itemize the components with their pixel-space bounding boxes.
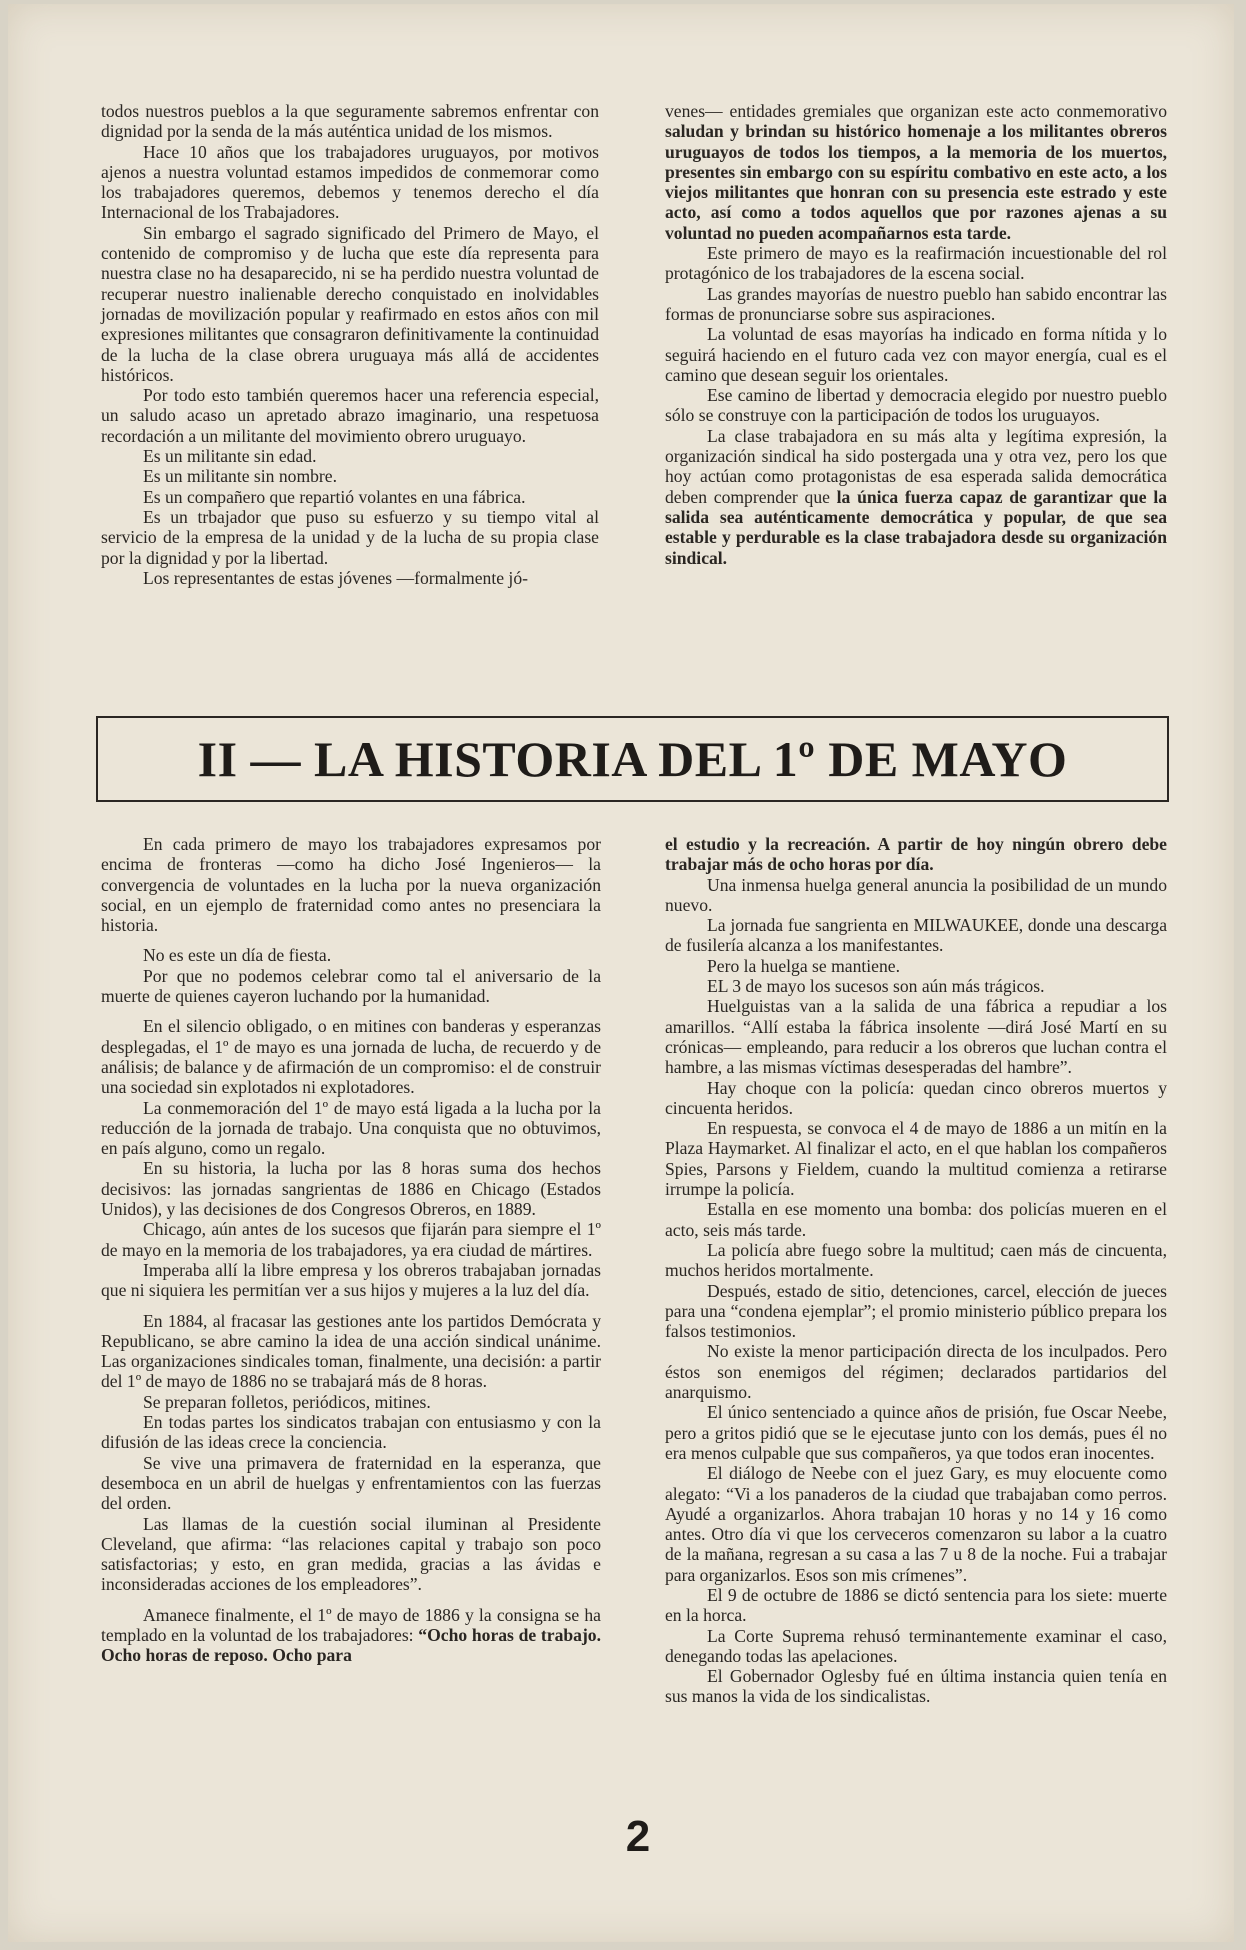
paragraph: Los representantes de estas jóvenes —formalmente jó-: [143, 567, 528, 588]
paragraph: [101, 1605, 601, 1666]
paragraph: La jornada fue sangrienta en MILWAUKEE, donde una descarga de fusilería alcanza a los manifestantes.: [665, 915, 1167, 956]
paragraph: Por todo esto también queremos hacer una referencia especial, un saludo acaso un apretado abrazo imaginario, una respetuosa recordación a un militante del movimiento obrero uruguayo.: [101, 385, 599, 446]
paragraph-text: Amanece finalmente, el 1º de mayo de 1886 y la consigna se ha templado en la voluntad de los trabajadores:: [101, 1604, 601, 1645]
paragraph: [665, 101, 1167, 243]
paragraph: Después, estado de sitio, detenciones, carcel, elección de jueces para una “condena ejemplar”; el promio ministerio público prepara los falsos testimonios.: [665, 1280, 1167, 1342]
paragraph: Hace 10 años que los trabajadores uruguayos, por motivos ajenos a nuestra voluntad estamos impedidos de conmemorar como los trabajadores queremos, debemos y tenemos derecho el día Internacional de los Trabajadores.: [101, 141, 599, 223]
document-page: [8, 4, 1234, 1942]
paragraph: En el silencio obligado, o en mitines con banderas y esperanzas desplegadas, el 1º de mayo es una jornada de lucha, de recuerdo y de análisis; de balance y de afirmación de un compromiso: el de construir una sociedad sin explotados ni explotadores.: [101, 1016, 601, 1098]
paragraph: EL 3 de mayo los sucesos son aún más trágicos.: [707, 976, 1045, 997]
paragraph: Es un militante sin nombre.: [143, 466, 337, 487]
paragraph: La voluntad de esas mayorías ha indicado en forma nítida y lo seguirá haciendo en el futuro cada vez con mayor energía, cual es el camino que desean seguir los orientales.: [665, 324, 1167, 385]
paragraph: En su historia, la lucha por las 8 horas suma dos hechos decisivos: las jornadas sangrientas de 1886 en Chicago (Estados Unidos), y las decisiones de dos Congresos Obreros, en 1889.: [101, 1158, 601, 1220]
paragraph-bold-text: “Ocho horas de trabajo. Ocho horas de reposo. Ocho para: [101, 1624, 602, 1666]
paragraph-text: La clase trabajadora en su más alta y legítima expresión, la organización sindical ha sido postergada una y otra vez, pero los que hoy actúan como protagonistas de esa esperada salida democrática deben comprender que: [665, 425, 1167, 507]
paragraph: Imperaba allí la libre empresa y los obreros trabajaban jornadas que ni siquiera les permitían ver a sus hijos y mujeres a la luz del día.: [101, 1259, 601, 1301]
paragraph: Este primero de mayo es la reafirmación incuestionable del rol protagónico de los trabajadores de la escena social.: [665, 243, 1167, 284]
paragraph: [665, 426, 1167, 568]
paragraph: Pero la huelga se mantiene.: [707, 955, 900, 976]
paragraph: En 1884, al fracasar las gestiones ante los partidos Demócrata y Republicano, se abre camino la idea de una acción sindical unánime. Las organizaciones sindicales toman, finalmente, una decisión: a partir del 1º de mayo de 1886 no se trabajará más de 8 horas.: [101, 1310, 601, 1392]
paragraph-bold-text: la única fuerza capaz de garantizar que la salida sea auténticamente democrática y popular, de que sea estable y perdurable es la clase trabajadora desde su organización sindical.: [665, 486, 1167, 568]
paragraph-text: venes— entidades gremiales que organizan este acto conmemorativo: [665, 101, 1167, 121]
paragraph: Es un compañero que repartió volantes en una fábrica.: [143, 486, 526, 507]
paragraph: Chicago, aún antes de los sucesos que fijarán para siempre el 1º de mayo en la memoria de los trabajadores, ya era ciudad de mártires.: [101, 1219, 601, 1260]
paragraph: Hay choque con la policía: quedan cinco obreros muertos y cincuenta heridos.: [665, 1077, 1167, 1118]
paragraph: El único sentenciado a quince años de prisión, fue Oscar Neebe, pero a gritos pidió que se le ejecutase junto con los demás, pues él no era menos culpable que sus compañeros, ya que todos eran inocentes.: [665, 1402, 1167, 1463]
paragraph: el estudio y la recreación. A partir de hoy ningún obrero debe trabajar más de ocho horas por día.: [665, 834, 1167, 875]
paragraph: Estalla en ese momento una bomba: dos policías mueren en el acto, seis más tarde.: [665, 1199, 1167, 1240]
paragraph: Las grandes mayorías de nuestro pueblo han sabido encontrar las formas de pronunciarse sobre sus aspiraciones.: [665, 283, 1167, 324]
bottom-left-column: [101, 834, 601, 1666]
section-heading: II — LA HISTORIA DEL 1º DE MAYO: [197, 731, 1068, 787]
paragraph: El diálogo de Neebe con el juez Gary, es muy elocuente como alegato: “Vi a los panaderos de la ciudad que trabajaban como perros. Ayudé a organizarlos. Ahora trabajan 10 horas y no 14 y 16 como antes. Otro día vi que los cerveceros comenzaron su labor a la cuatro de la mañana, regresan a su casa a las 7 u 8 de la noche. Fui a trabajar para organizarlos. Esos son mis crímenes”.: [665, 1463, 1167, 1585]
top-right-column: [665, 101, 1167, 568]
paragraph-bold-text: saludan y brindan su histórico homenaje a los militantes obreros uruguayos de todos los tiempos, a la memoria de los muertos, presentes sin embargo con su espíritu combativo en este acto, a los viejos militantes que honran con su presencia este estrado y este acto, así como a todos aquellos que por razones ajenas a su voluntad no pueden acompañarnos esta tarde.: [665, 121, 1167, 243]
paragraph: En respuesta, se convoca el 4 de mayo de 1886 a un mitín en la Plaza Haymarket. Al finalizar el acto, en el que hablan los compañeros Spies, Parsons y Fieldem, cuando la multitud comienza a retirarse irrumpe la policía.: [665, 1118, 1167, 1200]
section-heading-box: [96, 716, 1169, 802]
paragraph: No existe la menor participación directa de los inculpados. Pero éstos son enemigos del régimen; declarados partidarios del anarquismo.: [665, 1341, 1167, 1403]
paragraph: Es un trbajador que puso su esfuerzo y su tiempo vital al servicio de la empresa de la unidad y de la lucha de su propia clase por la dignidad y por la libertad.: [101, 506, 599, 568]
paragraph: El Gobernador Oglesby fué en última instancia quien tenía en sus manos la vida de los sindicalistas.: [665, 1666, 1167, 1707]
paragraph: Una inmensa huelga general anuncia la posibilidad de un mundo nuevo.: [665, 874, 1167, 915]
paragraph: No es este un día de fiesta.: [143, 945, 332, 966]
paragraph: La policía abre fuego sobre la multitud; caen más de cincuenta, muchos heridos mortalmente.: [665, 1239, 1167, 1281]
paragraph: Se vive una primavera de fraternidad en la esperanza, que desemboca en un abril de huelgas y enfrentamientos con las fuerzas del orden.: [101, 1452, 601, 1514]
paragraph: Las llamas de la cuestión social iluminan al Presidente Cleveland, que afirma: “las relaciones capital y trabajo son poco satisfactorias; y esto, en gran medida, gracias a las ávidas e inconsideradas acciones de los empleadores”.: [101, 1513, 601, 1595]
paragraph: En todas partes los sindicatos trabajan con entusiasmo y con la difusión de las ideas crece la conciencia.: [101, 1412, 601, 1453]
paragraph: La conmemoración del 1º de mayo está ligada a la lucha por la reducción de la jornada de trabajo. Una conquista que no obtuvimos, en país alguno, como un regalo.: [101, 1097, 601, 1159]
bottom-right-column: [665, 834, 1167, 1707]
paragraph: Huelguistas van a la salida de una fábrica a repudiar a los amarillos. “Allí estaba la fábrica insolente —dirá José Martí en su crónicas— empleando, para reducir a los obreros que luchan contra el hambre, a las mismas víctimas desesperadas del hambre”.: [665, 996, 1167, 1078]
paragraph: El 9 de octubre de 1886 se dictó sentencia para los siete: muerte en la horca.: [665, 1584, 1167, 1626]
paragraph: Es un militante sin edad.: [143, 446, 317, 467]
paragraph: Por que no podemos celebrar como tal el aniversario de la muerte de quienes cayeron luchando por la humanidad.: [101, 965, 601, 1007]
paragraph: Ese camino de libertad y democracia elegido por nuestro pueblo sólo se construye con la participación de todos los uruguayos.: [665, 385, 1167, 426]
paragraph: Se preparan folletos, periódicos, mitines.: [143, 1391, 431, 1412]
paragraph: En cada primero de mayo los trabajadores expresamos por encima de fronteras —como ha dicho José Ingenieros— la convergencia de voluntades en la lucha por la nueva organización social, en un ejemplo de fraternidad como antes no presenciara la historia.: [101, 834, 601, 936]
paragraph: Sin embargo el sagrado significado del Primero de Mayo, el contenido de compromiso y de lucha que este día representa para nuestra clase no ha desaparecido, ni se ha perdido nuestra voluntad de recuperar nuestro inalienable derecho conquistado en inolvidables jornadas de movilización popular y reafirmado en estos años con mil expresiones militantes que consagraron definitivamente la continuidad de la lucha de la clase obrera uruguaya más allá de accidentes históricos.: [101, 222, 599, 385]
paragraph: todos nuestros pueblos a la que seguramente sabremos enfrentar con dignidad por la senda de la más auténtica unidad de los mismos.: [101, 101, 599, 142]
page-number: 2: [625, 1812, 651, 1861]
paragraph: La Corte Suprema rehusó terminantemente examinar el caso, denegando todas las apelaciones.: [665, 1625, 1167, 1666]
top-left-column: [101, 101, 599, 588]
